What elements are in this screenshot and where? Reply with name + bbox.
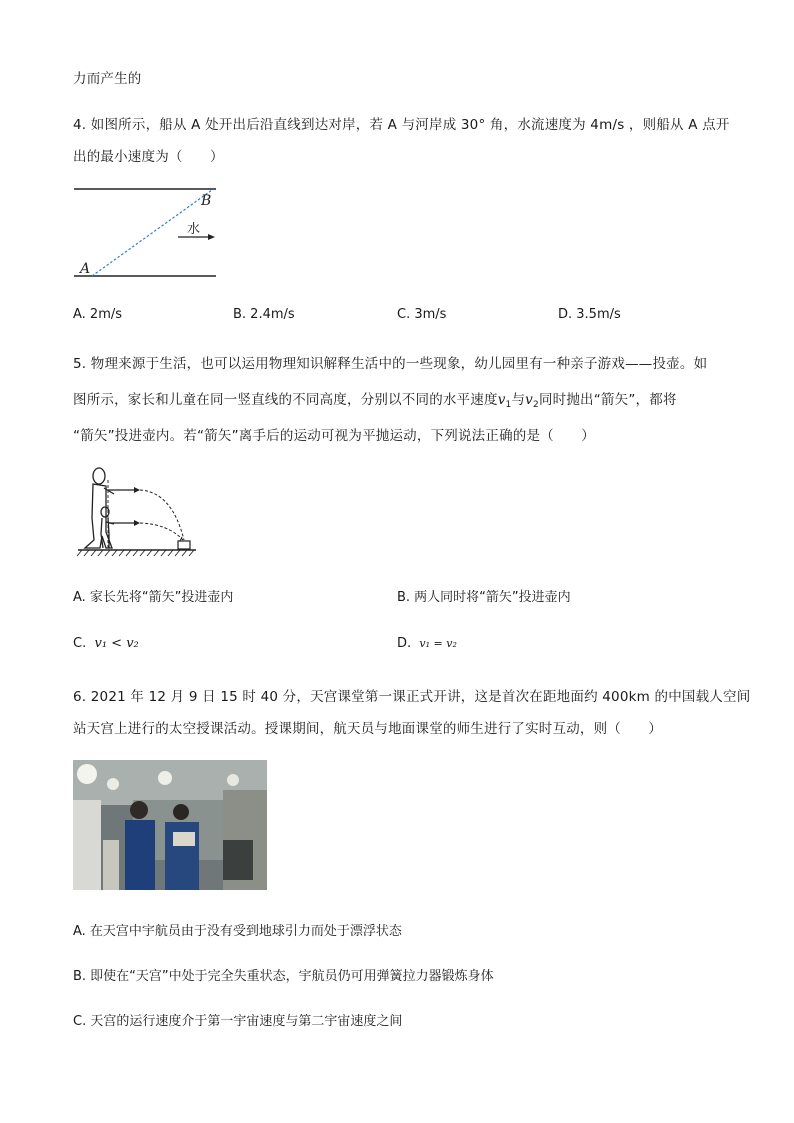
- q6-stem-line1: 6. 2021 年 12 月 9 日 15 时 40 分，天宫课堂第一课正式开讲，这是首次在距地面约 400km 的中国载人空间: [73, 689, 751, 705]
- fig-label-b: B: [201, 193, 212, 209]
- q4-stem-line2: 出的最小速度为（ ）: [73, 149, 224, 165]
- q4-option-b: B. 2.4m/s: [233, 307, 295, 322]
- prev-question-fragment: 力而产生的: [73, 71, 142, 87]
- q6-option-b: B. 即使在“天宫”中处于完全失重状态，宇航员仍可用弹簧拉力器锻炼身体: [73, 969, 494, 984]
- q4-stem-line1: 4. 如图所示，船从 A 处开出后沿直线到达对岸，若 A 与河岸成 30° 角，水流速度为 4m/s ，则船从 A 点开: [73, 117, 730, 133]
- q5-option-b: B. 两人同时将“箭矢”投进壶内: [397, 590, 571, 605]
- q5-throwing-diagram: [72, 460, 202, 560]
- fig-label-a: A: [80, 261, 91, 277]
- q5-option-c: C. v₁ < v₂: [73, 636, 139, 651]
- q4-option-a: A. 2m/s: [73, 307, 123, 322]
- q4-option-c: C. 3m/s: [397, 307, 447, 322]
- q4-river-diagram: [60, 180, 230, 280]
- fig-label-water: 水: [187, 222, 201, 237]
- q6-option-a: A. 在天宫中宇航员由于没有受到地球引力而处于漂浮状态: [73, 924, 402, 939]
- q4-option-d: D. 3.5m/s: [558, 307, 621, 322]
- q5-stem-line3: “箭矢”投进壶内。若“箭矢”离手后的运动可视为平抛运动，下列说法正确的是（ ）: [73, 428, 595, 444]
- q5-stem-line2: 图所示，家长和儿童在同一竖直线的不同高度，分别以不同的水平速度$v_1$与$v_2$同时抛出“箭矢”，都将: [73, 392, 677, 410]
- q6-stem-line2: 站天宫上进行的太空授课活动。授课期间，航天员与地面课堂的师生进行了实时互动，则（ ）: [73, 721, 663, 737]
- q5-option-d: D. v₁ = v₂: [397, 636, 457, 651]
- q6-option-c: C. 天宫的运行速度介于第一宇宙速度与第二宇宙速度之间: [73, 1014, 403, 1029]
- q5-stem-line1: 5. 物理来源于生活，也可以运用物理知识解释生活中的一些现象，幼儿园里有一种亲子游戏——投壶。如: [73, 356, 708, 372]
- space-station-photo: [73, 760, 267, 890]
- q5-option-a: A. 家长先将“箭矢”投进壶内: [73, 590, 234, 605]
